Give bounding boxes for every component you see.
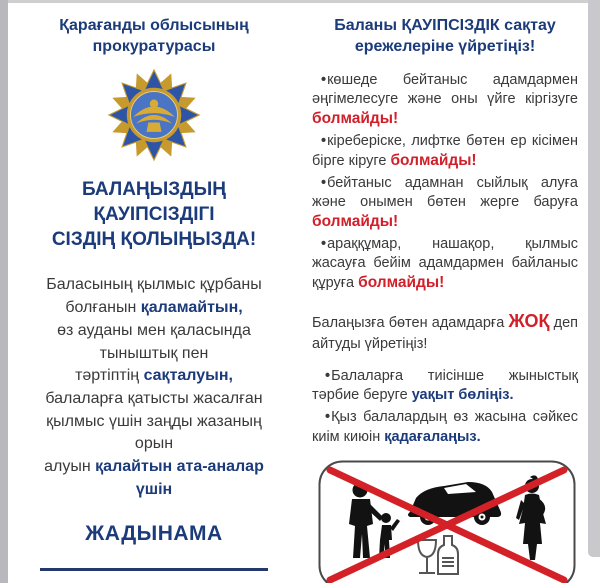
page-edge-top [0,0,600,3]
paragraph-line [26,388,282,411]
right-column [312,16,578,583]
main-title-line2: ҚАУІПСІЗДІГІ [93,203,215,225]
page-edge-left [0,0,8,583]
memo-title: ЖАДЫНАМА [85,521,223,545]
text-run: тыныштық пен [99,344,209,362]
bullet-marker: • [325,367,331,384]
safety-rule-item [312,235,578,294]
paragraph-line [26,343,282,366]
main-title [26,177,282,253]
advice-item [312,408,578,447]
bullet-marker: • [321,132,327,149]
no-word: ЖОҚ [508,311,550,331]
emphasis-run: қаламайтын, [140,299,243,317]
advice-text: Балаларға тиісінше жыныстық тәрбие беруге [312,367,578,404]
bullet-marker: • [321,174,327,191]
bullet-marker: • [321,235,327,252]
paragraph-line [26,320,282,343]
org-title [26,16,282,58]
text-run: қылмыс үшін заңды жазаның орын [46,412,262,453]
paragraph-line [26,411,282,456]
advice-list [312,367,578,447]
rule-text: көшеде бейтаныс адамдармен әңгімелесуге және оны үйге кіргізуге [312,71,578,107]
bullet-marker: • [325,409,331,426]
memo-paragraph [26,274,282,501]
prosecutor-star-emblem-icon [26,66,282,169]
say-no-paragraph [312,309,578,354]
prohibition-word: болмайды! [312,213,399,231]
org-title-line1: Қарағанды облысының [59,17,249,34]
safety-header [312,16,578,58]
text-run: болғанын [65,299,141,317]
main-title-line1: БАЛАҢЫЗДЫҢ [81,178,227,200]
safety-header-line2: ережелеріне үйретіңіз! [354,37,536,55]
text-run: алуын [44,458,96,476]
safety-rules-list [312,71,578,294]
safety-rule-item [312,71,578,130]
safety-rule-item [312,132,578,172]
paragraph-line [26,297,282,320]
advice-emphasis: уақыт бөліңіз. [411,387,514,404]
prohibition-word: болмайды! [312,110,399,128]
page-edge-right [588,0,600,557]
text-run: Баласының қылмыс құрбаны [46,276,262,294]
rule-text: араққұмар, нашақор, қылмыс жасауға бейім адамдармен байланыс құруға [312,235,578,292]
left-column [26,16,282,571]
paragraph-line [26,365,282,388]
safety-header-line1: Баланы ҚАУІПСІЗДІК сақтау [334,17,556,34]
prohibition-word: болмайды! [358,274,445,292]
rule-text: кіреберіске, лифтке бөтен ер кісімен бірге кіруге [312,132,578,170]
divider-line [40,568,268,571]
prohibition-word: болмайды! [390,152,477,170]
emphasis-run: сақталуын, [143,367,233,385]
text-run: деп айтуды үйретіңіз! [312,315,579,352]
bullet-marker: • [321,71,327,88]
text-run: тәртіптің [75,367,144,385]
paragraph-line [26,456,282,501]
advice-text: Қыз балалардың өз жасына сәйкес киім киюін [312,409,578,445]
main-title-line3: СІЗДІҢ ҚОЛЫҢЫЗДА! [51,229,257,251]
crossed-out-strangers-illustration [318,460,578,583]
safety-rule-item [312,174,578,233]
text-run: балаларға қатысты жасалған [45,389,263,407]
text-run: өз ауданы мен қаласында [57,321,251,339]
emphasis-run: қалайтын ата-аналар үшін [95,458,264,498]
text-run: Балаңызға бөтен адамдарға [312,315,509,331]
rule-text: бейтаныс адамнан сыйлық алуға және онымен бөтен жерге баруға [312,174,578,210]
paragraph-line [26,274,282,297]
advice-emphasis: қадағалаңыз. [384,428,481,445]
org-title-line2: прокуратурасы [92,37,216,55]
advice-item [312,367,578,406]
